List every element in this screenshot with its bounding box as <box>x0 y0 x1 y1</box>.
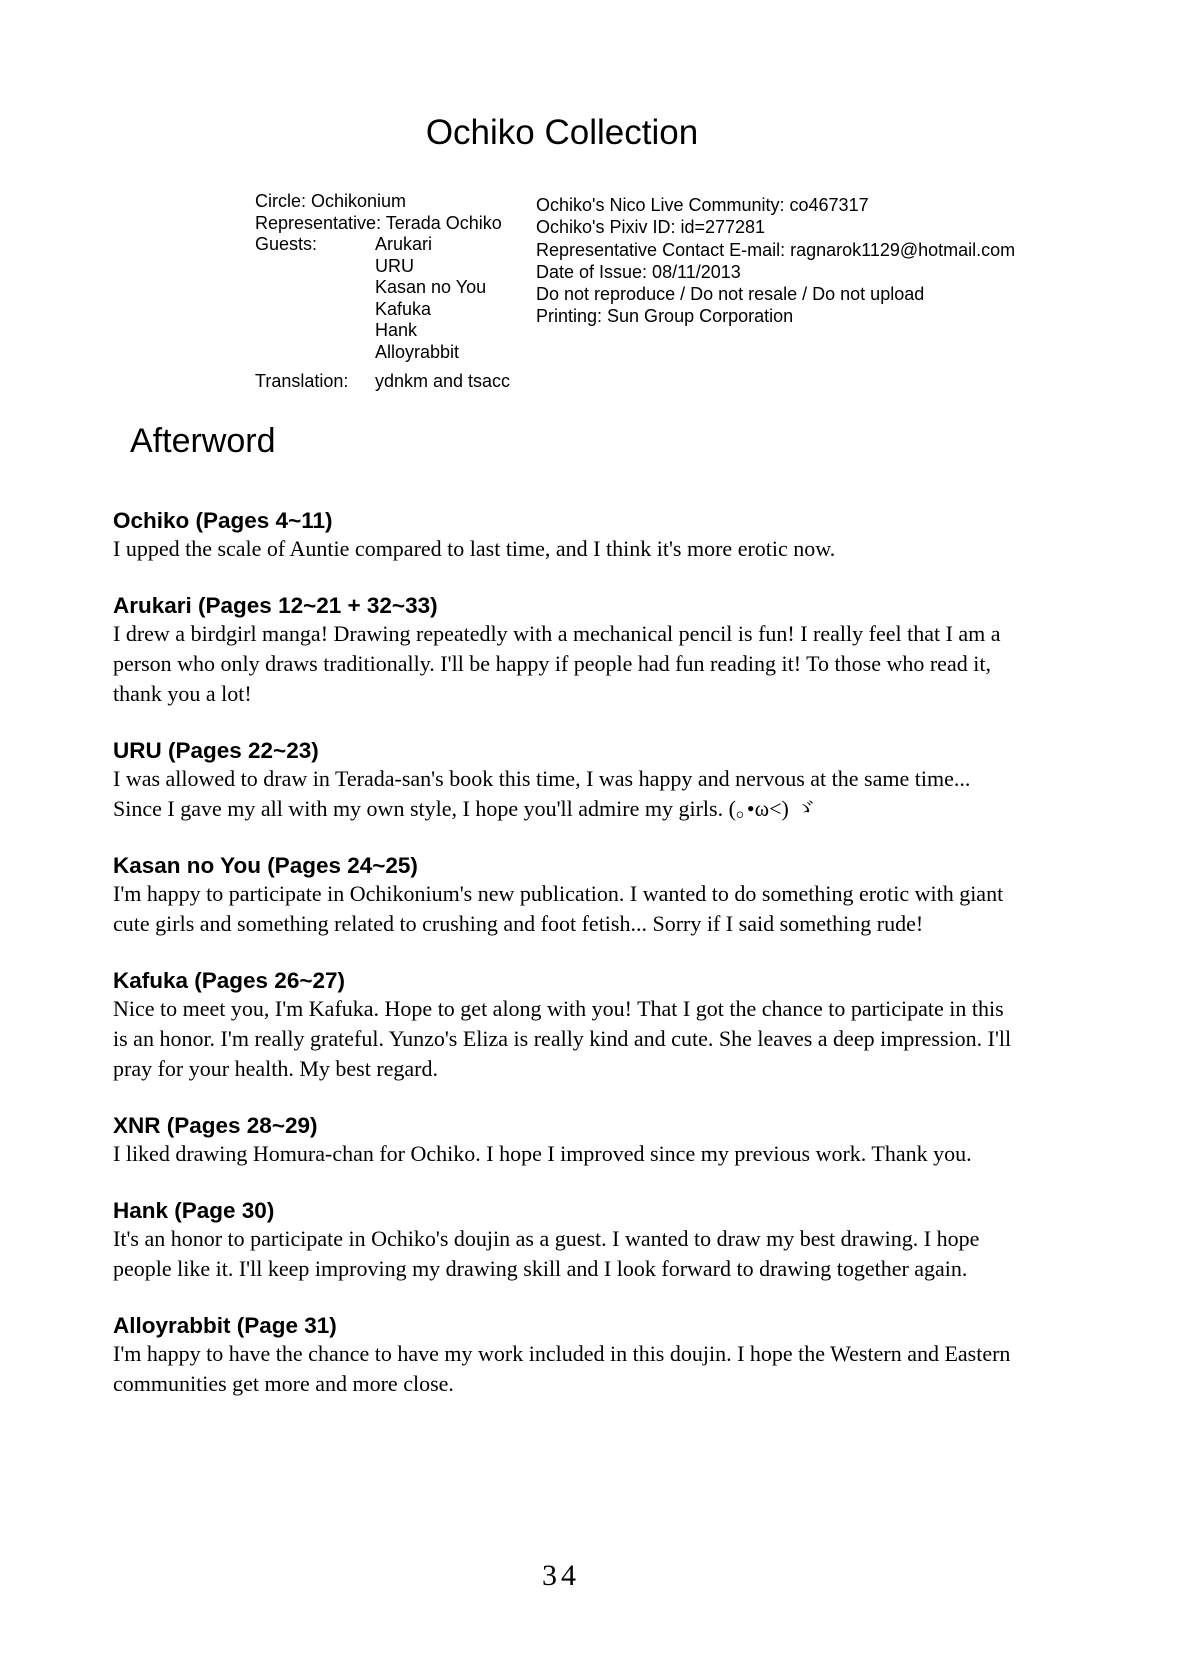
guest-name: Hank <box>375 320 418 340</box>
guest-name: URU <box>375 255 414 276</box>
section-title: Arukari (Pages 12~21 + 32~33) <box>113 593 438 618</box>
afterword-section <box>113 1198 1013 1284</box>
afterword-section <box>113 593 1013 709</box>
guest-list <box>375 234 486 363</box>
translation-value: ydnkm and tsacc <box>375 371 511 391</box>
page-title: Ochiko Collection <box>425 113 699 152</box>
credit-line: Do not reproduce / Do not resale / Do not upload <box>536 284 925 305</box>
afterword-section <box>113 1313 1013 1399</box>
afterword-section <box>113 968 1013 1084</box>
credits-right-block <box>536 194 1015 328</box>
afterword-sections <box>113 508 1013 1428</box>
afterword-section <box>113 738 1013 824</box>
credit-line: Ochiko's Pixiv ID: id=277281 <box>536 217 766 238</box>
section-title: Kafuka (Pages 26~27) <box>113 968 345 993</box>
section-title: Kasan no You (Pages 24~25) <box>113 853 418 878</box>
section-title: URU (Pages 22~23) <box>113 738 319 763</box>
circle-line: Circle: Ochikonium <box>255 191 407 211</box>
translation-row <box>255 371 510 393</box>
credit-line: Printing: Sun Group Corporation <box>536 306 794 327</box>
guest-name: Kafuka <box>375 298 432 319</box>
afterword-section <box>113 853 1013 939</box>
translation-label: Translation: <box>255 371 349 391</box>
section-body: I was allowed to draw in Terada-san's book this time, I was happy and nervous at the same time... Since I gave my all with my own style, I hope you'll admire my girls. (｡•ω<) ゞ <box>113 766 971 821</box>
credit-line: Date of Issue: 08/11/2013 <box>536 261 741 282</box>
section-title: XNR (Pages 28~29) <box>113 1113 318 1138</box>
representative-line: Representative: Terada Ochiko <box>255 212 502 233</box>
section-title: Hank (Page 30) <box>113 1198 275 1223</box>
section-body: I liked drawing Homura-chan for Ochiko. I hope I improved since my previous work. Thank you. <box>113 1141 972 1166</box>
guest-name: Alloyrabbit <box>375 341 460 362</box>
guest-name: Arukari <box>375 234 433 254</box>
afterword-section <box>113 1113 1013 1169</box>
credit-line: Ochiko's Nico Live Community: co467317 <box>536 195 869 215</box>
section-title: Ochiko (Pages 4~11) <box>113 508 333 533</box>
page-number: 34 <box>542 1559 580 1592</box>
section-body: I'm happy to have the chance to have my work included in this doujin. I hope the Western and Eastern communities get more and more close. <box>113 1341 1011 1396</box>
afterword-section <box>113 508 1013 564</box>
section-body: I upped the scale of Auntie compared to last time, and I think it's more erotic now. <box>113 536 836 561</box>
afterword-heading: Afterword <box>130 422 276 460</box>
credits-left-block <box>255 191 510 393</box>
section-title: Alloyrabbit (Page 31) <box>113 1313 337 1338</box>
section-body: I'm happy to participate in Ochikonium's new publication. I wanted to do something erotic with giant cute girls and something related to crushing and foot fetish... Sorry if I said something rude! <box>113 881 1004 936</box>
section-body: Nice to meet you, I'm Kafuka. Hope to get along with you! That I got the chance to participate in this is an honor. I'm really grateful. Yunzo's Eliza is really kind and cute. She leaves a deep impression. I'll pray for your health. My best regard. <box>113 996 1012 1081</box>
guests-row <box>255 234 510 363</box>
section-body: I drew a birdgirl manga! Drawing repeatedly with a mechanical pencil is fun! I really feel that I am a person who only draws traditionally. I'll be happy if people had fun reading it! To those who read it, thank you a lot! <box>113 621 1001 706</box>
credit-line: Representative Contact E-mail: ragnarok1129@hotmail.com <box>536 239 1016 260</box>
guest-name: Kasan no You <box>375 277 487 297</box>
guests-label: Guests: <box>255 234 318 254</box>
section-body: It's an honor to participate in Ochiko's doujin as a guest. I wanted to draw my best drawing. I hope people like it. I'll keep improving my drawing skill and I look forward to drawing together again. <box>113 1226 980 1281</box>
